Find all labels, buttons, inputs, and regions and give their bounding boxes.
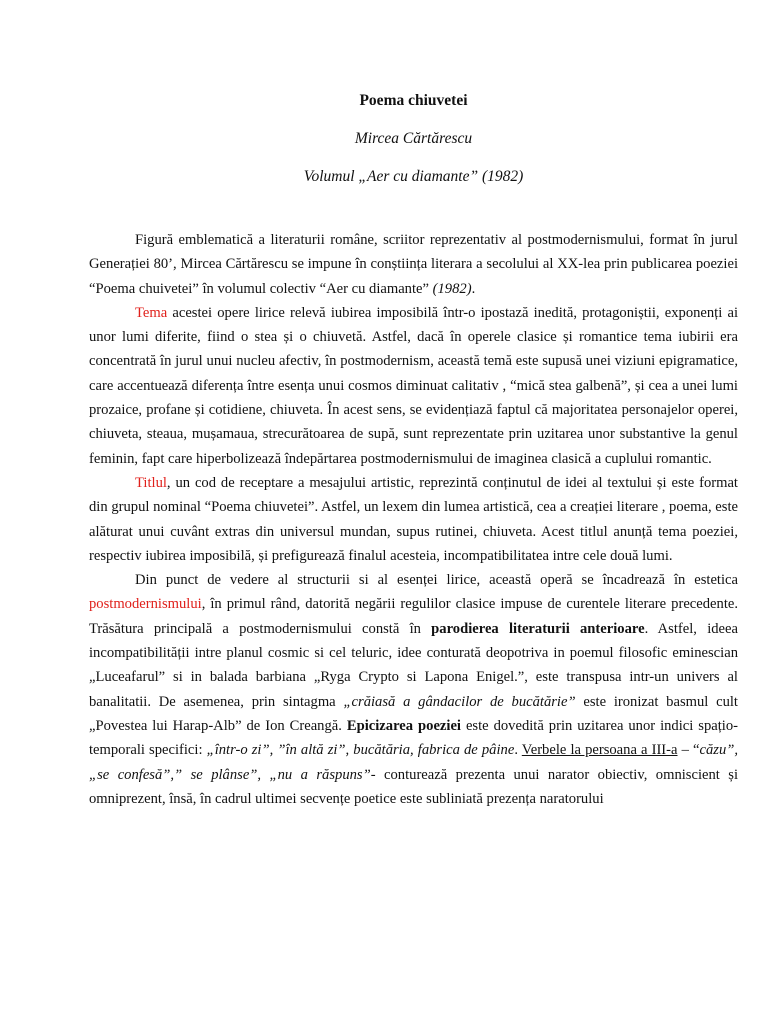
keyword-titlul: Titlul [135,474,167,491]
paragraph-titlul [89,471,738,568]
text-span: , în primul rând, datorită negării regulilor clasice impuse de curentele literare precedente. Trăsătura principală a postmodernismului constă în [89,596,738,637]
italic-quote-craiasa: „crăiasă a gândacilor de bucătărie” [343,693,576,710]
text-span: . [471,280,476,297]
text-span: – “ [677,742,700,759]
author-name: Mircea Cărtărescu [354,130,473,147]
text-span: acestei opere lirice relevă iubirea imposibilă într-o ipostază inedită, protagoniștii, exponenți ai unor lumi diferite, fiind o stea și o chiuvetă. Astfel, dacă în operele clasice și romantice tema iubirii era concentrată în jurul unui nucleu afectiv, în postmodernism, această temă este supusă unei viziuni epigramatice, care accentuează diferența între esența unui cosmos diminuat calitativ , “mică stea galbenă”, și cea a unei lumi prozaice, profane și cotidiene, chiuveta. În acest sens, se evidențiază faptul că majoritatea personajelor operei, chiuveta, steaua, mușamaua, strecurătoarea de supă, sunt reprezentate prin uzitarea unor substantive la genul feminin, fapt care hiperbolizează îndepărtarea postmodernismului de imaginea clasică a cuplului romantic. [89,304,738,467]
bold-epicizare: Epicizarea poeziei [346,717,461,734]
keyword-postmodernism: postmodernismului [89,596,202,613]
volume-line: Volumul „Aer cu diamante” (1982) [303,168,524,185]
bold-parodiere: parodierea literaturii anterioare [431,620,645,637]
text-span: este dovedită prin uzitarea unor indici spațio-temporali specifici: [89,717,738,759]
italic-verbe-list: căzu”, „se confesă”,” se plânse”, „nu a răspuns” [89,742,738,783]
text-span: . Astfel, ideea incompatibilității intre planul cosmic si cel teluric, idee conturată deopotriva in poemul filosofic eminescian „Luceafarul” si in balada barbiana „Ryga Crypto si Lapona Enigel.”, este transpusa intr-un univers al banalitatii. De asemenea, prin sintagma [89,620,738,710]
text-span: este ironizat basmul cult „Povestea lui Harap-Alb” de Ion Creangă. [89,693,738,734]
text-span: - conturează prezenta unui narator obiectiv, omniscient și omniprezent, însă, în cadrul ultimei secvențe poetice este subliniată prezența naratorului [89,766,739,807]
paragraph-intro [89,228,738,301]
text-span: , un cod de receptare a mesajului artistic, reprezintă conținutul de idei al textului și este format din grupul nominal “Poema chiuvetei”. Astfel, un lexem din lumea artistică, cea a creației literare , poema, este alăturat unui cuvânt extras din universul mundan, supus rutinei, chiuveta. Acest titlul anunță tema poeziei, respectiv iubirea imposibilă, și prefigurează finalul acesteia, incompatibilitatea intre cele două lumi. [89,474,738,564]
paragraph-tema [89,301,738,471]
paragraph-structura [89,568,738,811]
poem-title: Poema chiuvetei [359,92,468,109]
year-italic: (1982) [432,280,472,297]
underline-verbe: Verbele la persoana a III-a [521,742,678,759]
text-span: Figură emblematică a literaturii române, scriitor reprezentativ al postmodernismului, format în jurul Generației 80’, Mircea Cărtărescu se impune în conștiința literara a secolului al XX-lea prin publicarea poeziei “Poema chuivetei” în volumul colectiv “Aer cu diamante” [89,232,738,297]
italic-indici: „într-o zi”, ”în altă zi”, bucătăria, fabrica de pâine [206,742,515,759]
text-span: Din punct de vedere al structurii si al esenței lirice, această operă se încadrează în estetica [135,572,738,589]
text-span: . [514,742,522,759]
keyword-tema: Tema [135,304,168,321]
